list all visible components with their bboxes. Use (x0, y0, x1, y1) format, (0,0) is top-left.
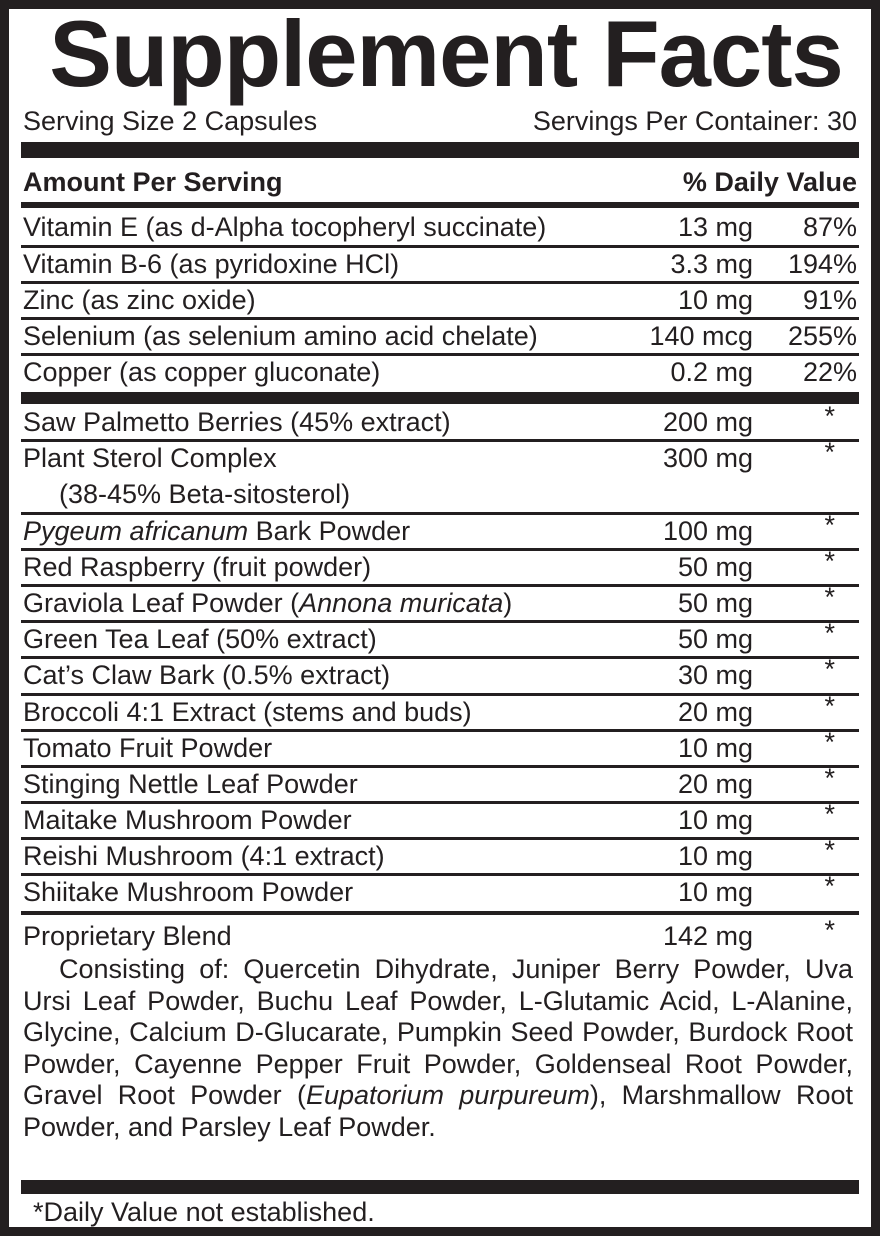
ingredient-row (23, 546, 857, 585)
dv-asterisk: * (824, 401, 835, 431)
nutrient-row (23, 282, 857, 318)
thick-divider (21, 1180, 859, 1194)
ingredient-name (23, 585, 512, 621)
serving-size: Serving Size 2 Capsules (23, 106, 318, 136)
dv-asterisk: * (824, 915, 835, 945)
nutrient-amount: 3.3 mg (670, 249, 753, 279)
ingredient-amount: 200 mg (662, 407, 753, 437)
ingredient-name: Broccoli 4:1 Extract (stems and buds) (23, 697, 472, 727)
ingredient-name-post: ) (503, 588, 513, 618)
ingredient-amount: 10 mg (677, 841, 753, 871)
ingredient-row (23, 437, 857, 512)
dv-asterisk: * (824, 618, 835, 648)
dv-asterisk: * (824, 799, 835, 829)
footnote: *Daily Value not established. (33, 1197, 375, 1227)
nutrient-name: Copper (as copper gluconate) (23, 357, 381, 387)
ingredient-name: Red Raspberry (fruit powder) (23, 552, 372, 582)
column-header (23, 165, 857, 199)
ingredient-amount: 300 mg (662, 443, 753, 473)
ingredient-row (23, 763, 857, 802)
header-divider (21, 202, 859, 208)
blend-ingredients (23, 954, 853, 1143)
nutrient-amount: 0.2 mg (670, 357, 753, 387)
blend-text-end: ), Marshmallow Root Powder, and Parsley Leaf Powder. (23, 1080, 853, 1142)
ingredient-name: Green Tea Leaf (50% extract) (23, 624, 377, 654)
nutrient-row (23, 318, 857, 354)
thick-divider (21, 142, 859, 158)
ingredient-amount: 10 mg (677, 877, 753, 907)
ingredient-amount: 10 mg (677, 805, 753, 835)
dv-asterisk: * (824, 654, 835, 684)
ingredient-row (23, 510, 857, 549)
dv-asterisk: * (824, 510, 835, 540)
ingredient-name: Stinging Nettle Leaf Powder (23, 769, 358, 799)
ingredient-latin-name: Annona muricata (299, 588, 504, 618)
ingredient-row (23, 582, 857, 621)
blend-text: Consisting of: Quercetin Dihydrate, Juniper Berry Powder, Uva Ursi Leaf Powder, Buchu Leaf Powder, L-Glutamic Acid, L-Alanine, Glycine, Calcium D-Glucarate, Pumpkin Seed Powder, Burdock Root Powder, Cayenne Pepper Fruit Powder, Goldenseal Root Powder, Gravel Root Powder ( (23, 954, 853, 1110)
nutrient-dv: 22% (802, 357, 857, 387)
dv-asterisk: * (824, 582, 835, 612)
ingredient-name: Tomato Fruit Powder (23, 733, 273, 763)
daily-value-label: % Daily Value (682, 167, 857, 197)
nutrient-name: Vitamin B-6 (as pyridoxine HCl) (23, 249, 400, 279)
nutrient-dv: 87% (802, 212, 857, 242)
ingredient-name: Cat’s Claw Bark (0.5% extract) (23, 660, 391, 690)
panel-title: Supplement Facts (49, 1, 843, 106)
ingredient-amount: 20 mg (677, 697, 753, 727)
nutrient-name: Zinc (as zinc oxide) (23, 285, 256, 315)
blend-latin-name: Eupatorium purpureum (305, 1080, 590, 1110)
nutrient-row (23, 209, 857, 245)
nutrient-row (23, 354, 857, 390)
thick-divider (21, 392, 859, 404)
nutrient-amount: 140 mcg (649, 321, 753, 351)
ingredient-name: Maitake Mushroom Powder (23, 805, 352, 835)
dv-asterisk: * (824, 835, 835, 865)
ingredient-row (23, 691, 857, 730)
servings-per-container: Servings Per Container: 30 (532, 106, 857, 136)
blend-name: Proprietary Blend (23, 921, 232, 951)
ingredient-amount: 50 mg (677, 588, 753, 618)
ingredient-row (23, 727, 857, 766)
ingredient-name (23, 513, 410, 549)
dv-asterisk: * (824, 727, 835, 757)
nutrient-amount: 10 mg (677, 285, 753, 315)
dv-asterisk: * (824, 437, 835, 467)
ingredient-name-pre: Graviola Leaf Powder ( (23, 588, 300, 618)
ingredient-row (23, 618, 857, 657)
nutrient-dv: 255% (787, 321, 857, 351)
nutrient-name: Selenium (as selenium amino acid chelate) (23, 321, 538, 351)
nutrient-dv: 194% (787, 249, 857, 279)
section-divider (21, 911, 859, 915)
ingredient-row (23, 835, 857, 874)
ingredient-latin-name: Pygeum africanum (23, 516, 249, 546)
ingredient-amount: 100 mg (662, 516, 753, 546)
ingredient-row (23, 654, 857, 693)
ingredient-amount: 20 mg (677, 769, 753, 799)
nutrient-amount: 13 mg (677, 212, 753, 242)
nutrient-name: Vitamin E (as d-Alpha tocopheryl succinate) (23, 212, 547, 242)
ingredient-amount: 50 mg (677, 552, 753, 582)
ingredient-name: Reishi Mushroom (4:1 extract) (23, 841, 385, 871)
blend-amount: 142 mg (662, 921, 753, 951)
ingredient-row (23, 401, 857, 440)
ingredient-name: Plant Sterol Complex (23, 443, 277, 473)
ingredient-subtext: (38-45% Beta-sitosterol) (59, 479, 351, 509)
ingredient-amount: 30 mg (677, 660, 753, 690)
dv-asterisk: * (824, 691, 835, 721)
serving-info (23, 104, 857, 138)
ingredient-row (23, 799, 857, 838)
ingredient-name-rest: Bark Powder (248, 516, 411, 546)
nutrient-row (23, 246, 857, 282)
ingredient-amount: 10 mg (677, 733, 753, 763)
amount-per-serving-label: Amount Per Serving (23, 167, 283, 197)
dv-asterisk: * (824, 546, 835, 576)
dv-asterisk: * (824, 871, 835, 901)
blend-row (23, 915, 857, 954)
ingredient-name: Saw Palmetto Berries (45% extract) (23, 407, 451, 437)
ingredient-amount: 50 mg (677, 624, 753, 654)
ingredient-name: Shiitake Mushroom Powder (23, 877, 354, 907)
dv-asterisk: * (824, 763, 835, 793)
nutrient-dv: 91% (802, 285, 857, 315)
ingredient-row (23, 871, 857, 910)
